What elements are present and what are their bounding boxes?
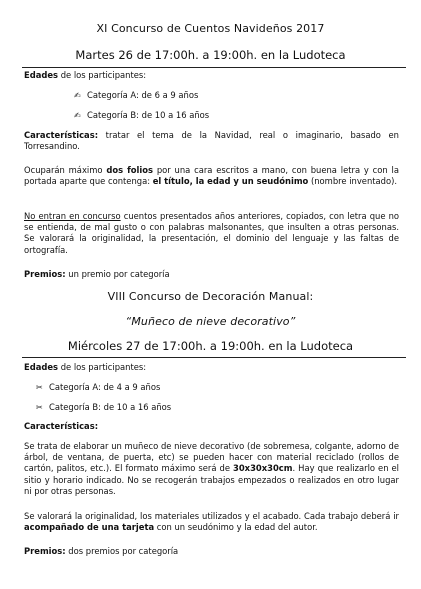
contest2-date-line: Miércoles 27 de 17:00h. a 19:00h. en la Ludoteca: [67, 339, 354, 353]
contest1-exclusion-paragraph: No entran en concurso cuentos presentados años anteriores, copiados, con letra que no se entienda, de mal gusto o con palabras malsonantes, que insulten a otras personas. Se valorará la originalidad, la presentación, el dominio del lenguaje y las faltas de ortografía.: [24, 211, 399, 255]
contest2-prizes: Premios: dos premios por categoría: [24, 546, 179, 556]
scissors-icon: ✂: [36, 383, 43, 392]
contest1-ages-heading: Edades de los participantes:: [24, 70, 147, 80]
contest1-characteristics: Características: tratar el tema de la Navidad, real o imaginario, basado en Torresandino.: [24, 130, 399, 152]
contest2-title: VIII Concurso de Decoración Manual:: [107, 290, 314, 303]
divider: [22, 357, 406, 358]
contest1-folios-paragraph: Ocuparán máximo dos folios por una cara escritos a mano, con buena letra y con la portada aparte que contenga: el título, la edad y un seudónimo (nombre inventado).: [24, 165, 399, 187]
contest2-valuation: Se valorará la originalidad, los materiales utilizados y el acabado. Cada trabajo deberá ir acompañado de una tarjeta con un seudónimo y la edad del autor.: [24, 511, 399, 533]
writing-hand-icon: ✍: [74, 111, 81, 120]
contest1-prizes: Premios: un premio por categoría: [24, 269, 170, 279]
scissors-icon: ✂: [36, 403, 43, 412]
contest2-characteristics-heading: Características:: [24, 421, 99, 431]
contest2-category-b: ✂ Categoría B: de 10 a 16 años: [36, 402, 172, 412]
contest1-title: XI Concurso de Cuentos Navideños 2017: [96, 22, 325, 35]
writing-hand-icon: ✍: [74, 91, 81, 100]
contest1-category-b: ✍ Categoría B: de 10 a 16 años: [74, 110, 210, 120]
contest2-category-a: ✂ Categoría A: de 4 a 9 años: [36, 382, 161, 392]
divider: [22, 67, 406, 68]
contest1-category-a: ✍ Categoría A: de 6 a 9 años: [74, 90, 199, 100]
contest2-description: Se trata de elaborar un muñeco de nieve decorativo (de sobremesa, colgante, adorno de árbol, de ventana, de puerta, etc) se pueden hacer con material reciclado (rollos de cartón, palitos, etc.). El formato máximo será de 30x30x30cm. Hay que realizarlo en el sitio y horario indicado. No se recogerán trabajos empezados o realizados en otro lugar ni por otras personas.: [24, 441, 400, 496]
contest1-date-line: Martes 26 de 17:00h. a 19:00h. en la Ludoteca: [75, 48, 346, 62]
contest2-ages-heading: Edades de los participantes:: [24, 362, 147, 372]
contest2-subtitle: “Muñeco de nieve decorativo”: [125, 315, 296, 328]
